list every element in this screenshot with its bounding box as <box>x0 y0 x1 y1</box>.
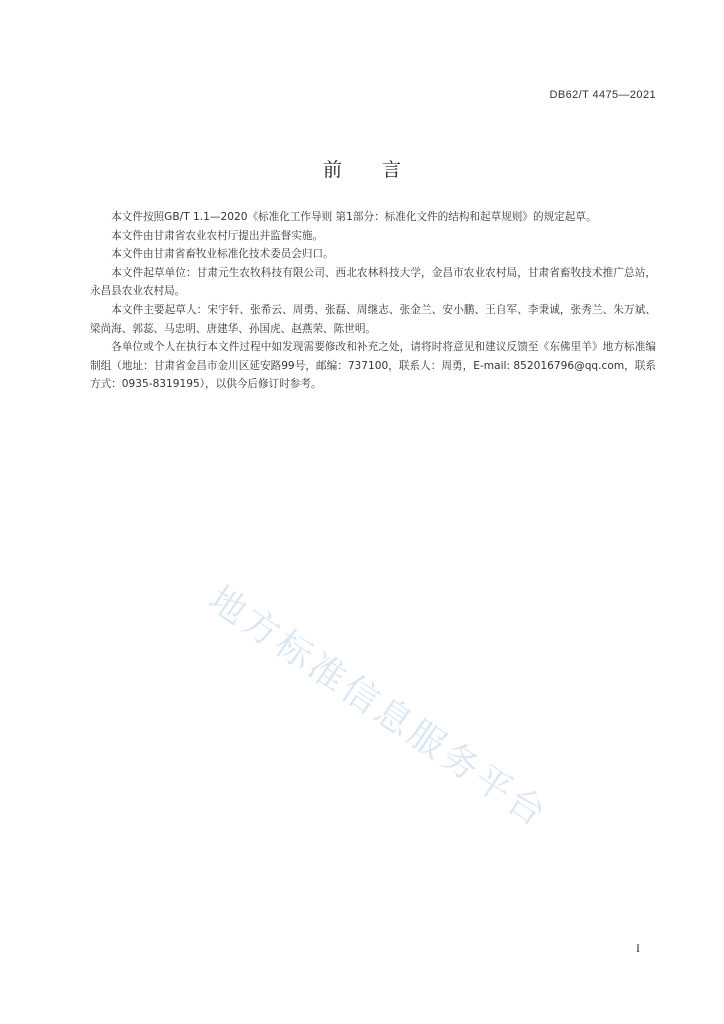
paragraph-technical-committee: 本文件由甘肃省畜牧业标准化技术委员会归口。 <box>111 248 334 261</box>
paragraph-proposer: 本文件由甘肃省农业农村厅提出并监督实施。 <box>111 229 324 242</box>
watermark: 地方标准信息服务平台 <box>201 578 556 837</box>
paragraph-drafting-units: 本文件起草单位：甘肃元生农牧科技有限公司、西北农林科技大学，金昌市农业农村局，甘肃省畜牧技术推广总站，永昌县农业农村局。 <box>90 266 656 298</box>
standard-code: DB62/T 4475—2021 <box>549 89 656 101</box>
page-title: 前言 <box>322 159 441 181</box>
paragraph-drafters: 本文件主要起草人：宋宇轩、张希云、周勇、张磊、周继志、张金兰、安小鹏、王自军、李秉诚，张秀兰、朱万斌、梁尚海、郭蕊、马忠明、唐建华、孙国虎、赵燕荣、陈世明。 <box>90 303 656 335</box>
paragraph-feedback-contact: 各单位或个人在执行本文件过程中如发现需要修改和补充之处，请将时将意见和建议反馈至《东佛里羊》地方标准编制组（地址：甘肃省金昌市金川区延安路99号，邮编：737100，联系人：周勇，E-mail: 852016796@qq.com，联系方式：0935-8319195），以供今后修订时参考。 <box>90 341 656 391</box>
preface-body <box>90 208 656 394</box>
paragraph-drafting-rules: 本文件按照GB/T 1.1—2020《标准化工作导则 第1部分：标准化文件的结构和起草规则》的规定起草。 <box>111 211 597 223</box>
page-number: I <box>636 941 640 955</box>
